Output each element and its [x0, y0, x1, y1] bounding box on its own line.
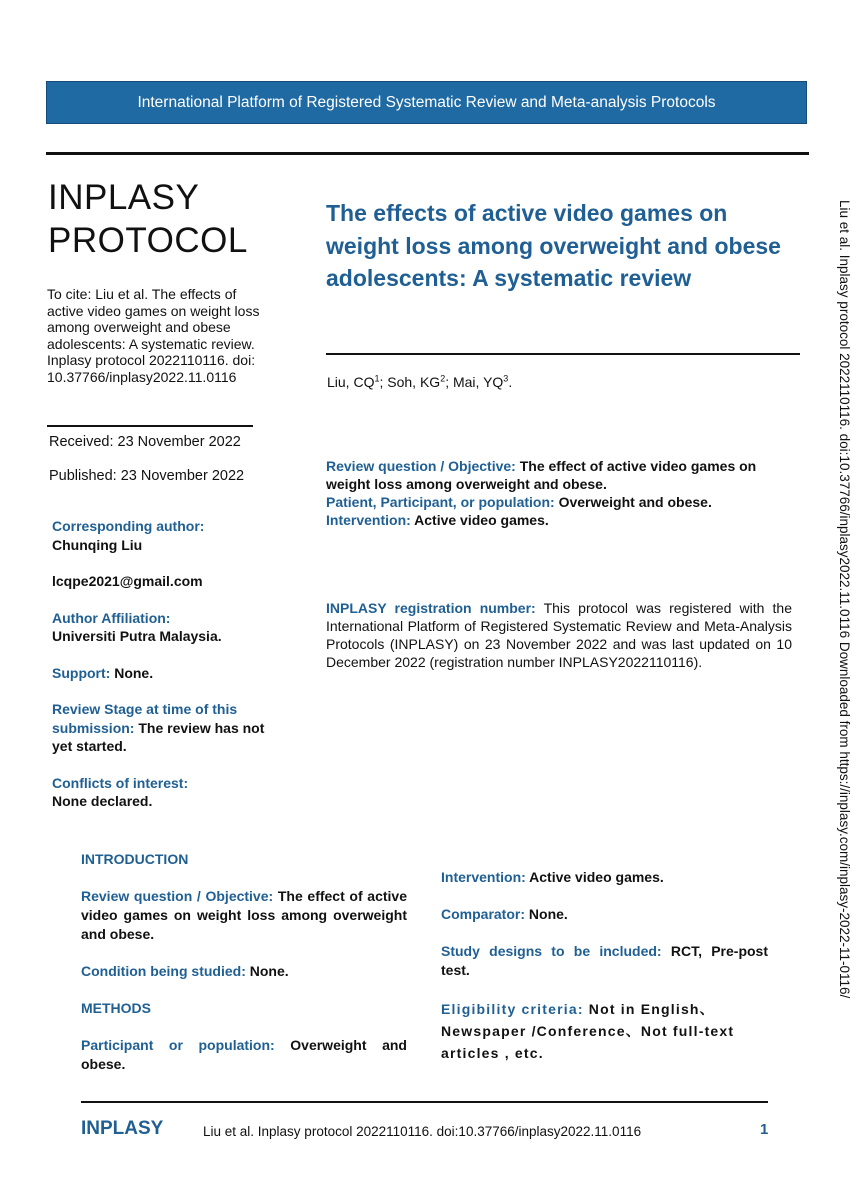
author-3: Mai, $YQ^3$.: [452, 373, 513, 390]
body-population: Participant or population: Overweight and obese.: [81, 1037, 407, 1072]
body-review-question: Review question / Objective: The effect of active video games on weight loss among overweight and obese.: [81, 888, 407, 942]
registration-block: [326, 599, 792, 671]
intro-heading: INTRODUCTION: [81, 851, 189, 867]
footer-brand: INPLASY: [81, 1118, 164, 1139]
body-right-column: [441, 868, 768, 1082]
summary-intervention: Intervention: Active video games.: [326, 512, 549, 528]
body-study-design: Study designs to be included: RCT, Pre-post test.: [441, 943, 768, 978]
affiliation-block: [52, 609, 267, 646]
summary-objective: Review question / Objective: The effect of active video games on weight loss among overweight and obese.: [326, 458, 757, 492]
author-1: Liu, $CQ^1$;: [327, 373, 388, 390]
stage-label: Review Stage at time of this submission:: [52, 701, 238, 736]
email-link[interactable]: lcqpe2021@gmail.com: [52, 573, 203, 589]
paper-title: The effects of active video games on weight loss among overweight and obese adolescents: A systematic review: [326, 200, 781, 291]
published-date: Published: 23 November 2022: [49, 468, 245, 484]
footer-citation: Liu et al. Inplasy protocol 2022110116. doi:10.37766/inplasy2022.11.0116: [203, 1124, 642, 1139]
top-rule: [46, 152, 809, 155]
support-label: Support:: [52, 664, 111, 681]
protocol-heading-line2: PROTOCOL: [48, 221, 248, 260]
left-rule: [47, 425, 253, 427]
registration-label: INPLASY registration number:: [326, 600, 536, 616]
body-condition: Condition being studied: None.: [81, 963, 289, 979]
corresponding-label: Corresponding author:: [52, 518, 205, 534]
body-comparator: Comparator: None.: [441, 906, 568, 922]
header-banner: [46, 81, 807, 124]
body-left-column: [81, 850, 407, 1092]
banner-text: International Platform of Registered Systematic Review and Meta-analysis Protocols: [137, 93, 716, 111]
conflicts-block: [52, 774, 267, 811]
page-number: 1: [760, 1121, 769, 1138]
support-block: [52, 664, 267, 683]
conflicts-value: None declared.: [52, 793, 153, 809]
received-date: Received: 23 November 2022: [49, 434, 241, 450]
side-download-note: Liu et al. Inplasy protocol 2022110116. doi:10.37766/inplasy2022.11.0116 Downloaded from https://inplasy.com/inplasy-2022-11-0116/: [837, 200, 852, 999]
protocol-heading-line1: INPLASY: [48, 178, 200, 217]
stage-value: The review has not yet started.: [52, 719, 265, 754]
left-sidebar: [52, 517, 267, 829]
footer-rule: [81, 1101, 768, 1103]
affiliation-label: Author Affiliation:: [52, 609, 171, 626]
protocol-heading: [48, 176, 248, 262]
corresponding-name: Chunqing Liu: [52, 536, 143, 553]
title-rule: [326, 353, 800, 355]
registration-text: This protocol was registered with the International Platform of Registered Systematic Review and Meta-Analysis Protocols (INPLASY) on 23 November 2022 and was last updated on 10 December 2022 (registration number INPLASY2022110116).: [326, 600, 792, 670]
affiliation-value: Universiti Putra Malaysia.: [52, 628, 222, 644]
conflicts-label: Conflicts of interest:: [52, 774, 189, 791]
summary-block: [326, 457, 792, 529]
author-list: [327, 373, 512, 390]
body-eligibility: Eligibility criteria: Not in English、Newspaper /Conference、Not full-text articles , etc.: [441, 1001, 735, 1061]
methods-heading: METHODS: [81, 1000, 151, 1016]
author-2: Soh, $KG^2$;: [387, 373, 453, 390]
cite-text: To cite: Liu et al. The effects of active video games on weight loss among overweight and obese adolescents: A systematic review. Inplasy protocol 2022110116. doi: 10.37766/inplasy2022.11.0116: [47, 286, 260, 385]
support-value: None.: [110, 664, 154, 681]
body-intervention: Intervention: Active video games.: [441, 869, 664, 885]
stage-block: [52, 700, 267, 756]
summary-population: Patient, Participant, or population: Overweight and obese.: [326, 494, 712, 510]
corresponding-block: [52, 517, 267, 554]
